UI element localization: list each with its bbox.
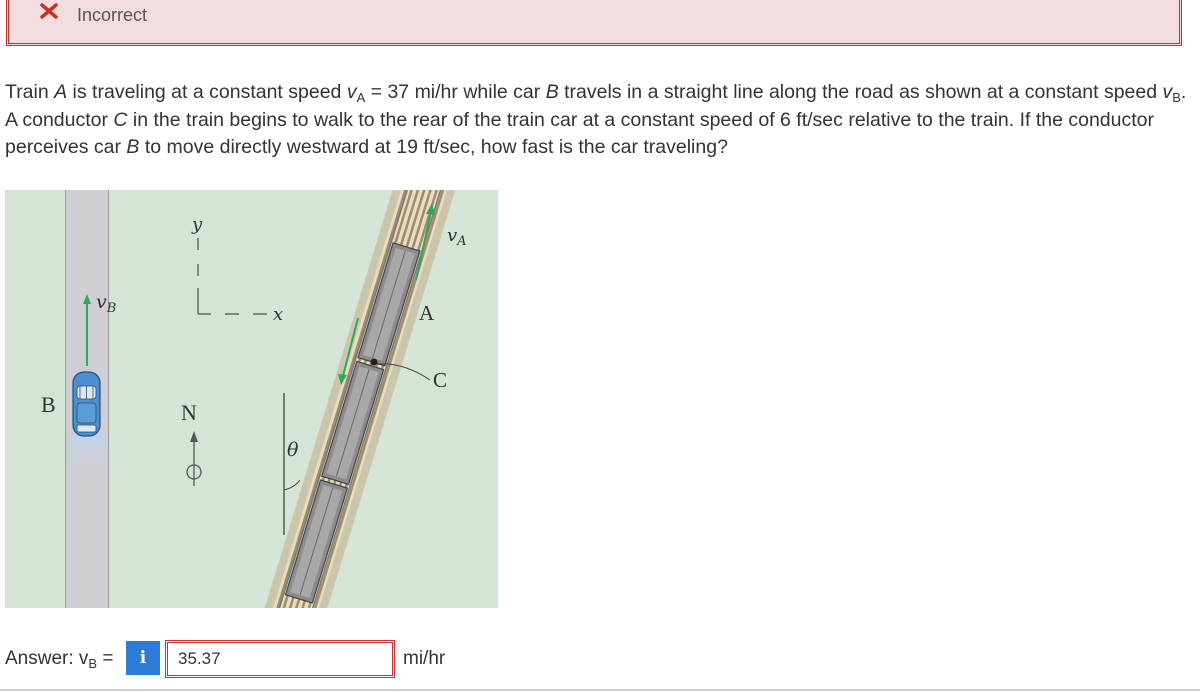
label-theta: θ (287, 439, 299, 461)
label-va: $v_A$ (447, 225, 467, 249)
problem-figure (5, 190, 498, 608)
feedback-status: Incorrect (77, 5, 148, 25)
label-y: y (192, 214, 203, 235)
label-x: x (273, 304, 284, 325)
bottom-divider (0, 689, 1200, 691)
feedback-banner (6, 0, 1182, 46)
label-a: A (419, 301, 435, 325)
answer-label: Answer: $v_B$ = (5, 648, 114, 671)
conductor-c (371, 359, 378, 366)
label-vb: $v_B$ (96, 291, 117, 316)
label-c: C (433, 368, 448, 392)
answer-row (5, 638, 905, 678)
info-button[interactable]: i (126, 641, 160, 675)
label-n: N (181, 400, 197, 425)
label-b: B (41, 392, 56, 417)
answer-unit: mi/hr (403, 648, 446, 669)
car-b (69, 372, 105, 475)
x-mark-icon (39, 3, 59, 19)
problem-statement: Train A is traveling at a constant speed $v_A = 37$ mi/hr while car B travels in a straight line along the road as shown at a constant speed $v_B$. A conductor C in the train begins to walk to the rear of the train car at a constant speed of 6 ft/sec relative to the train. If the conductor perceives car B to move directly westward at 19 ft/sec, how fast is the car traveling? (5, 81, 1187, 158)
answer-input[interactable] (165, 640, 395, 678)
